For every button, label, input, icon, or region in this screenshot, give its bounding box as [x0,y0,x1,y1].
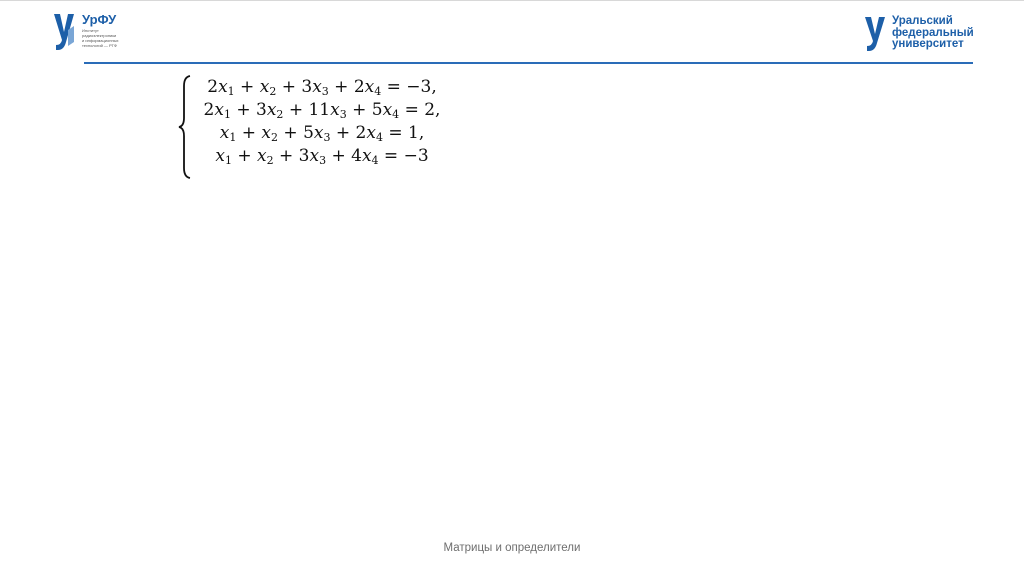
university-name [892,16,982,51]
variable: x [218,77,228,97]
institute-name [82,28,156,48]
variable-index: 3 [339,108,347,121]
variable-index: 4 [371,154,379,167]
variable: x [257,146,267,166]
variable-index: 4 [374,85,382,98]
header-divider [84,62,973,64]
variable-index: 1 [223,108,231,121]
variable: x [364,77,375,97]
equation-row [192,76,452,99]
equation-term: + 4 [326,146,362,166]
university-name-line: Уральский [892,15,953,27]
variable-index: 1 [229,131,237,144]
equation-term: + [231,146,257,166]
equation-term: + 3 [230,100,267,120]
variable: x [214,100,224,120]
equation-row [192,99,452,122]
variable: x [312,77,322,97]
institute-line: радиоэлектроники [82,33,117,38]
variable-index: 2 [269,85,277,98]
equation-term: + 3 [276,77,313,97]
equation-term: = 2, [399,100,441,120]
variable-index: 1 [224,154,232,167]
equation-term: 2 [203,100,215,120]
urfu-university-logo [864,16,984,52]
variable: x [330,100,340,120]
logo-name: УрФУ [82,12,117,27]
variable: x [361,146,372,166]
equation-term: + [234,77,260,97]
variable-index: 2 [266,154,274,167]
variable-index: 3 [321,85,329,98]
variable-index: 3 [323,131,331,144]
equation-term: + 5 [278,123,314,143]
equation-term: + 2 [328,77,365,97]
variable-index: 4 [392,108,400,121]
variable: x [366,123,376,143]
top-border [0,0,1024,1]
equation-row [192,122,452,145]
variable: x [266,100,277,120]
variable-index: 2 [271,131,279,144]
institute-line: и информационных [82,38,119,43]
urfu-irit-logo [52,12,152,56]
variable-index: 4 [375,131,383,144]
variable-index: 2 [276,108,284,121]
institute-line: технологий — РТФ [82,43,117,48]
equation-term: + 2 [330,123,367,143]
equation-term: + 11 [283,100,331,120]
institute-line: Институт [82,28,99,33]
footer-title: Матрицы и определители [443,542,581,554]
variable: x [313,123,324,143]
variable: x [382,100,393,120]
variable: x [215,146,225,166]
variable: x [309,146,320,166]
variable: x [219,123,230,143]
variable: x [259,77,270,97]
equation-term: = −3 [378,146,429,166]
equation-term: 2 [207,77,219,97]
equation-term: + 5 [346,100,383,120]
variable-index: 3 [319,154,327,167]
variable-index: 1 [227,85,235,98]
urfu-emblem-icon [864,16,886,52]
equation-row [192,145,452,168]
university-name-line: федеральный [892,26,974,39]
equation-term: + [236,123,262,143]
university-name-line: университет [892,38,964,50]
equation-term: = 1, [382,123,425,143]
equations [192,76,452,168]
urfu-emblem-icon [52,12,76,52]
equation-term: = −3, [381,77,437,97]
variable: x [261,123,272,143]
equation-term: + 3 [273,146,310,166]
